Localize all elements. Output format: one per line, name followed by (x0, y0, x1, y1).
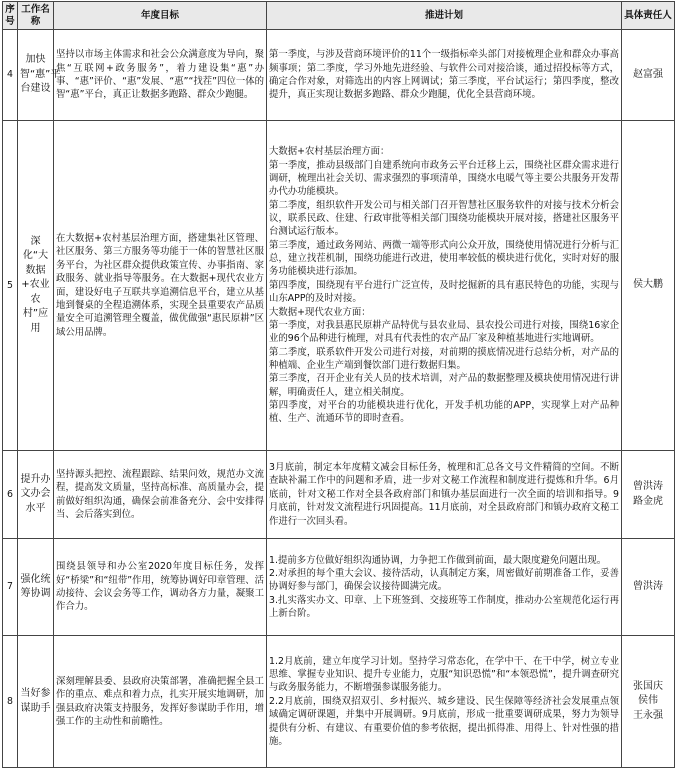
plan-line: 2.对承担的每个重大会议、接待活动，认真制定方案，周密做好前期准备工作，妥善协调好参与部门，确保会议接待圆满完成。 (269, 567, 619, 593)
header-plan: 推进计划 (267, 2, 622, 30)
plan-line: 第二季度，联系软件开发公司进行对接，对前期的摸底情况进行总结分析，对产品的种植端、企业生产端到餐饮部门进行数据归集。 (269, 346, 619, 371)
plan-line: 第二季度，组织软件开发公司与相关部门召开智慧社区服务软件的对接与技术分析会议，联系民政、住建、行政审批等相关部门围绕功能模块开展对接，搭建社区服务平台测试运行版本。 (269, 199, 619, 238)
plan-line: 第一季度，推动县级部门自建系统向市政务云平台迁移上云，围绕社区群众需求进行调研，梳理出社会关切、需求强烈的事项清单，围绕水电暖气等主要公共服务开发帮办代办功能模块。 (269, 159, 619, 198)
table-row (3, 451, 675, 539)
table-row (3, 30, 675, 121)
plan-line: 第一季度，对我县惠民原耕产品特优与县农业局、县农投公司进行对接，围绕16家企业的96个品种进行梳理，对具有代表性的农产品厂家及种植基地进行实地调研。 (269, 319, 619, 345)
owner-cell (622, 451, 675, 539)
work-plan-table (2, 1, 675, 768)
plan-cell (267, 121, 622, 451)
owner-cell (622, 121, 675, 451)
table-row (3, 539, 675, 636)
owner-name: 侯大鹏 (633, 279, 663, 291)
plan-cell (267, 451, 622, 539)
header-goal: 年度目标 (54, 2, 267, 30)
plan-line: 2.2月底前，围绕双招双引、乡村振兴、城乡建设、民生保障等经济社会发展重点领域确定调研课题，并集中开展调研。9月底前，形成一批重要调研成果，努力为领导提供有分析、有建议、有重要价值的参考依据，提出抓得准、用得上、针对性强的措施。 (269, 695, 619, 747)
plan-line: 3.扎实落实办文、印章、上下班签到、交接班等工作制度，推动办公室规范化运行再上新台阶。 (269, 594, 619, 620)
row-number: 5 (3, 121, 18, 451)
header-row (3, 2, 675, 30)
table-row (3, 636, 675, 768)
work-name: 深化“大数据+农业农村”应用 (18, 121, 54, 451)
plan-line: 1.2月底前，建立年度学习计划。坚持学习常态化，在学中干、在干中学，树立专业思维、掌握专业知识、提升专业能力，克服“知识恐慌”和“本领恐慌”，提升调查研究与政务服务能力，不断增强参谋服务能力。 (269, 655, 619, 694)
annual-goal: 围绕县领导和办公室2020年度目标任务，发挥好“桥梁”和“纽带”作用，统筹协调好印章管理、活动接待、会议会务等工作，调动各方力量，凝聚工作合力。 (54, 539, 267, 636)
plan-line: 大数据+农村基层治理方面： (269, 146, 390, 158)
owner-name: 侯伟 (638, 695, 658, 707)
work-name: 提升办文办会水平 (18, 451, 54, 539)
annual-goal: 深刻理解县委、县政府决策部署，准确把握全县工作的重点、难点和着力点，扎实开展实地调研，加强县政府决策支持服务，发挥好参谋助手作用，增强工作的主动性和前瞻性。 (54, 636, 267, 768)
plan-line: 大数据+现代农业方面： (269, 306, 371, 318)
plan-cell (267, 636, 622, 768)
plan-line: 第三季度，召开企业有关人员的技术培训，对产品的数据整理及模块使用情况进行讲解，明确责任人，建立相关制度。 (269, 373, 619, 398)
owner-name: 曾洪涛 (633, 580, 663, 592)
owner-name: 路金虎 (633, 495, 663, 507)
owner-name: 赵富强 (633, 68, 663, 80)
plan-line: 第三季度，通过政务网站、两微一端等形式向公众开放，围绕使用情况进行分析与汇总，建立找茬机制，围绕功能进行改进，使用率较低的模块进行优化，实时对好的服务功能模块进行添加。 (269, 239, 619, 278)
header-name: 工作名称 (18, 2, 54, 30)
annual-goal: 在大数据+农村基层治理方面，搭建集社区管理、社区服务、第三方服务等功能于一体的智慧社区服务平台，为社区群众提供政策宣传、办事指南、家政服务、就业指导等服务。在大数据+现代农业方面，建设好电子互联共享追溯信息平台，建立从基地到餐桌的全程追溯体系，实现全县重要农产品质量安全可追溯管理全覆盖，做优做强“惠民原耕”区域公用品牌。 (54, 121, 267, 451)
header-owner: 具体责任人 (622, 2, 675, 30)
plan-line: 1.提前多方位做好组织沟通协调，力争把工作做到前面，最大限度避免问题出现。 (269, 554, 607, 566)
row-number: 8 (3, 636, 18, 768)
work-name: 加快智“惠”平台建设 (18, 30, 54, 121)
row-number: 4 (3, 30, 18, 121)
table-row (3, 121, 675, 451)
plan-line: 第四季度，对平台的功能模块进行优化，开发手机功能的APP，实现掌上对产品种植、生产、流通环节的即时查看。 (269, 399, 619, 425)
owner-name: 曾洪涛 (633, 481, 663, 493)
row-number: 7 (3, 539, 18, 636)
header-num: 序号 (3, 2, 18, 30)
owner-cell (622, 539, 675, 636)
owner-name: 王永强 (633, 709, 663, 721)
owner-cell (622, 636, 675, 768)
row-number: 6 (3, 451, 18, 539)
work-name: 当好参谋助手 (18, 636, 54, 768)
owner-name: 张国庆 (633, 681, 663, 693)
annual-goal: 坚持源头把控、流程跟踪、结果问效，规范办文流程，提高发文质量，坚持高标准、高质量办会，提前做好组织沟通，确保会前准备充分、会中安排得当、会后落实到位。 (54, 451, 267, 539)
plan-line: 第四季度，围绕现有平台进行广泛宣传，及时挖掘新的具有惠民特色的功能，实现与山东APP的及时对接。 (269, 279, 619, 305)
work-name: 强化统筹协调 (18, 539, 54, 636)
owner-cell (622, 30, 675, 121)
annual-goal: 坚持以市场主体需求和社会公众满意度为导向，聚焦“互联网+政务服务”，着力建设集“惠”办事、“惠”评价、“惠”发展、“惠”“找茬”四位一体的智“惠”平台，真正让数据多跑路、群众少跑腿。 (54, 30, 267, 121)
plan-line: 第一季度，与涉及营商环境评价的11个一级指标牵头部门对接梳理企业和群众办事高频事项；第二季度，学习外地先进经验、与软件公司对接洽谈，通过招投标等方式，确定合作对象，对筛选出的内容上网调试；第三季度，平台试运行；第四季度，整改提升，真正实现让数据多跑路、群众少跑腿，优化全县营商环境。 (269, 49, 619, 101)
plan-cell (267, 30, 622, 121)
plan-cell (267, 539, 622, 636)
plan-line: 3月底前，制定本年度精文减会目标任务，梳理和汇总各文号文件精简的空间。不断查缺补漏工作中的问题和矛盾，进一步对文秘工作流程和制度进行提炼和升华。6月底前，针对文秘工作对全县各政府部门和镇办基层面进行一次全面的培训和指导。9月底前，针对发文流程进行巩固提高。11月底前，对全县政府部门和镇办政府文秘工作进行一次回头看。 (269, 462, 619, 527)
